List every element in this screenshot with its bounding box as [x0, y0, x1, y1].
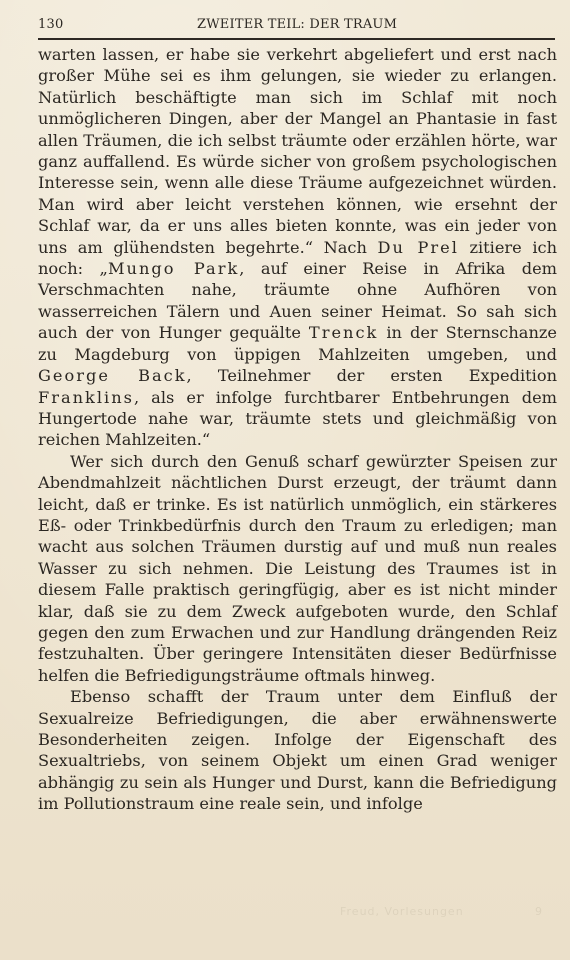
name-george-back: George Back — [38, 366, 187, 386]
paragraph-3: Ebenso schafft der Traum unter dem Einfluß der Sexualreize Befriedigungen, die aber erwähnenswerte Besonderheiten zeigen. Infolge der Eigenschaft des Sexualtriebs, von seinem Objekt um einen Grad weniger abhängig zu sein als Hunger und Durst, kann die Befriedigung im Pollutionstraum eine reale sein, und infolge — [38, 687, 557, 814]
text-run: , auf einer Reise in Afrika dem Verschmachten nahe, träumte ohne Aufhören von wasserreichen Tälern und Auen seiner Heimat. So sah sich auch der von Hunger gequälte — [38, 259, 558, 343]
text-run: zitiere ich noch: „ — [38, 237, 557, 279]
paragraph-2: Wer sich durch den Genuß scharf gewürzter Speisen zur Abendmahlzeit nächtlichen Durst erzeugt, der träumt dann leicht, daß er trinke. Es ist natürlich unmöglich, ein stärkeres Eß- oder Trinkbedürfnis durch den Traum zu erledigen; man wacht aus solchen Träumen durstig auf und muß nun reales Wasser zu sich nehmen. Die Leistung des Traumes ist in diesem Falle praktisch geringfügig, aber es ist nicht minder klar, daß sie zu dem Zweck aufgeboten wurde, den Schlaf gegen den zum Erwachen und zur Handlung drängenden Reiz festzuhalten. Über geringere Intensitäten dieser Bedürfnisse helfen die Befriedigungsträume oftmals hinweg. — [38, 451, 557, 685]
text-run: , als er infolge furchtbarer Entbehrungen dem Hungertode nahe war, träumte stets und gleichmäßig von reichen Mahlzeiten.“ — [38, 387, 557, 450]
running-head: ZWEITER TEIL: DER TRAUM — [197, 17, 398, 32]
bleed-through-text: Freud, Vorlesungen — [340, 905, 464, 918]
page-header — [38, 17, 555, 37]
header-rule — [38, 38, 555, 40]
bleed-through-number: 9 — [535, 905, 542, 918]
text-run: in der Sternschanze zu Magdeburg von üppigen Mahlzeiten umgeben, und — [38, 323, 557, 364]
name-mungo-park: Mungo Park — [107, 259, 240, 279]
text-run: , Teilnehmer der ersten Expedition — [186, 366, 557, 386]
text-run: warten lassen, er habe sie verkehrt abgeliefert und erst nach großer Mühe sei es ihm gelungen, sie wieder zu erlangen. Natürlich beschäftigte man sich im Schlaf mit noch unmöglicheren Dingen, aber der Mangel an Phantasie in fast allen Träumen, die ich selbst träumte oder erzählen hörte, war ganz auffallend. Es würde sicher von großem psychologischen Interesse sein, wenn alle diese Träume aufgezeichnet würden. Man wird aber leicht verstehen können, wie ersehnt der Schlaf war, da er uns alles bieten konnte, was ein jeder von uns am glühendsten begehrte.“ Nach — [38, 45, 557, 257]
body-text — [38, 44, 557, 815]
name-franklins: Franklins — [38, 387, 134, 407]
name-du-prel: Du Prel — [377, 237, 459, 257]
name-trenck: Trenck — [308, 323, 379, 343]
paragraph-1 — [38, 44, 557, 451]
page-number: 130 — [38, 17, 64, 32]
